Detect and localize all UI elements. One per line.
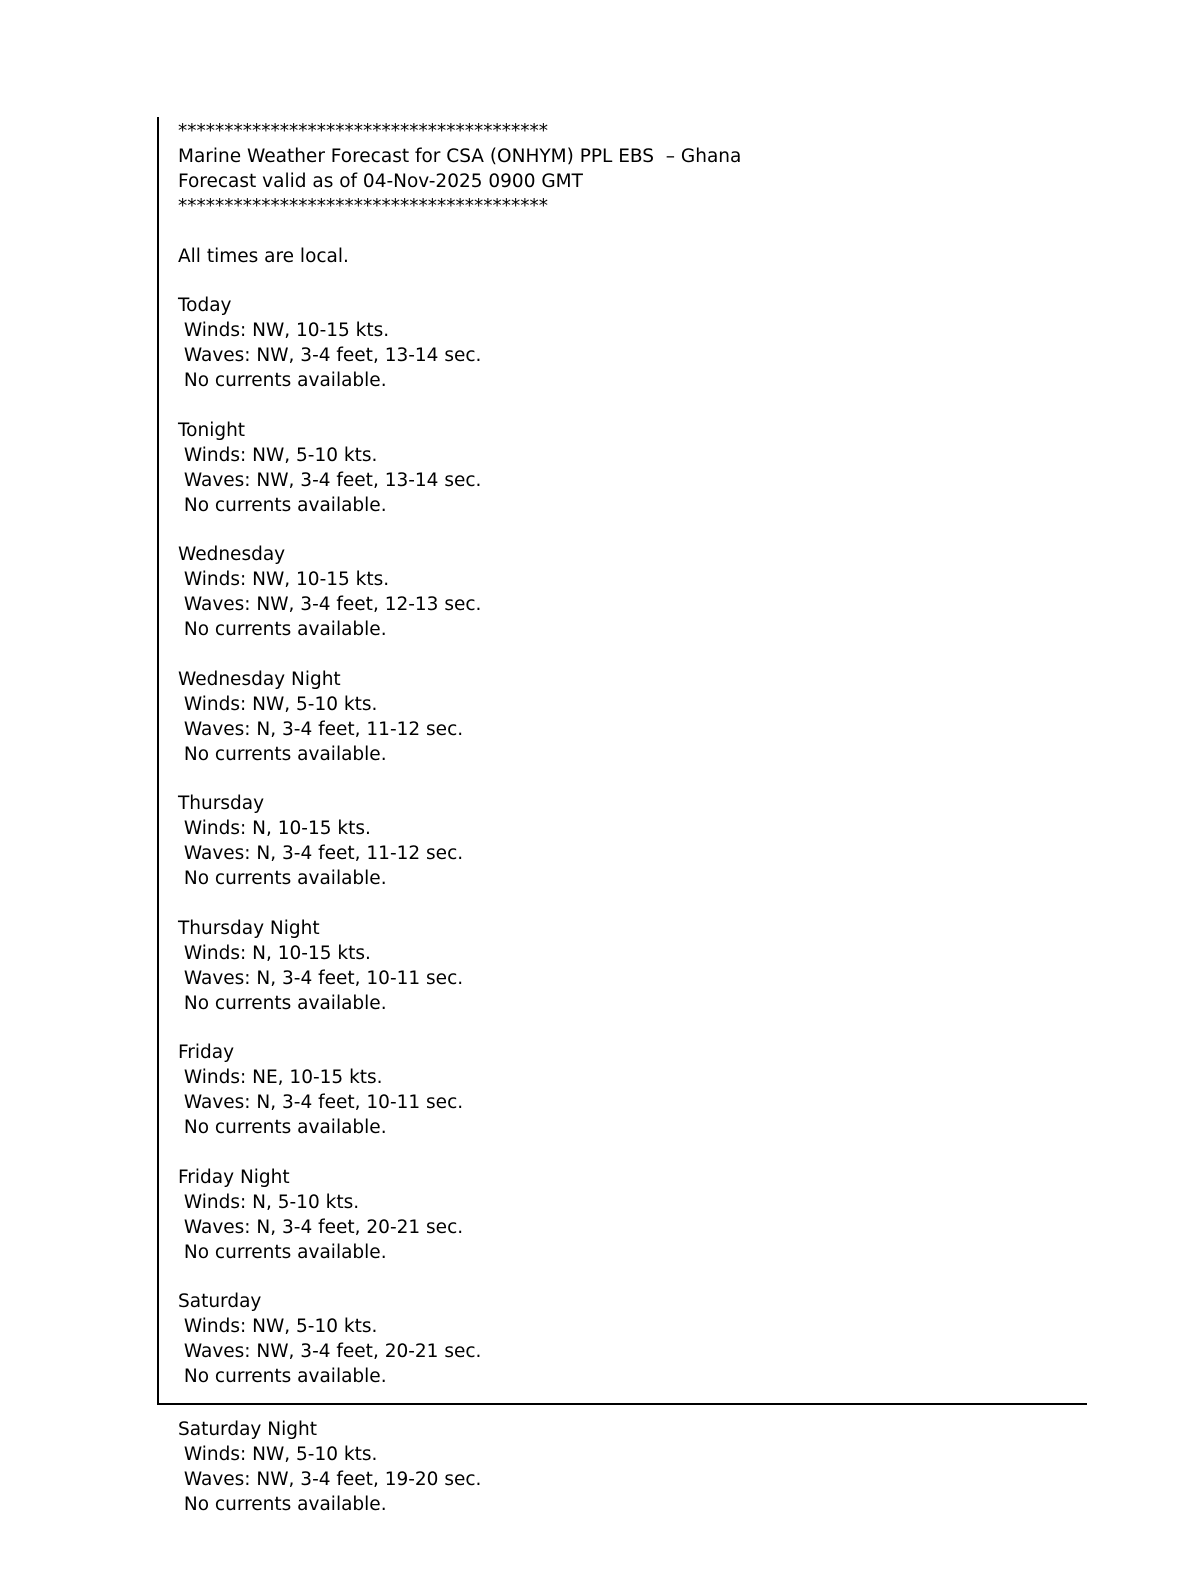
forecast-section-saturday	[178, 1290, 1077, 1390]
period-heading: Saturday	[178, 1291, 262, 1313]
winds-line: Winds: N, 10-15 kts.	[178, 942, 371, 964]
winds-line: Winds: NW, 10-15 kts.	[178, 320, 390, 342]
winds-line: Winds: NW, 5-10 kts.	[178, 693, 378, 715]
winds-line: Winds: NE, 10-15 kts.	[178, 1067, 383, 1089]
blank-line	[178, 1266, 1077, 1291]
currents-line: No currents available.	[178, 868, 387, 890]
period-heading: Thursday	[178, 793, 265, 815]
currents-line: No currents available.	[178, 1241, 387, 1263]
blank-line	[178, 1017, 1077, 1042]
forecast-section-friday	[178, 1041, 1077, 1141]
waves-line: Waves: N, 3-4 feet, 10-11 sec.	[178, 1092, 464, 1114]
period-heading: Saturday Night	[178, 1419, 317, 1440]
separator-line-bottom: ****************************************	[178, 195, 548, 217]
waves-line: Waves: NW, 3-4 feet, 19-20 sec.	[178, 1468, 482, 1490]
period-heading: Thursday Night	[178, 917, 320, 939]
currents-line: No currents available.	[178, 1366, 387, 1388]
currents-line: No currents available.	[178, 370, 387, 392]
period-heading: Friday	[178, 1042, 235, 1064]
note-line: All times are local.	[178, 245, 349, 267]
period-heading: Today	[178, 295, 232, 317]
blank-line	[178, 643, 1077, 668]
currents-line: No currents available.	[178, 743, 387, 765]
forecast-section-thursday-night	[178, 917, 1077, 1017]
period-heading: Wednesday Night	[178, 668, 341, 690]
blank-line	[178, 518, 1077, 543]
forecast-section-tonight	[178, 419, 1077, 519]
forecast-section-wednesday-night	[178, 668, 1077, 768]
currents-line: No currents available.	[178, 1493, 387, 1515]
waves-line: Waves: NW, 3-4 feet, 13-14 sec.	[178, 469, 482, 491]
winds-line: Winds: NW, 5-10 kts.	[178, 444, 378, 466]
winds-line: Winds: N, 10-15 kts.	[178, 818, 371, 840]
blank-line	[178, 767, 1077, 792]
blank-line	[178, 892, 1077, 917]
currents-line: No currents available.	[178, 1117, 387, 1139]
forecast-section-today	[178, 294, 1077, 394]
forecast-valid-line: Forecast valid as of 04-Nov-2025 0900 GMT	[178, 170, 583, 192]
blank-line	[178, 1141, 1077, 1166]
forecast-section-wednesday	[178, 543, 1077, 643]
period-heading: Tonight	[178, 419, 246, 441]
blank-line	[178, 220, 1077, 245]
blank-line	[178, 394, 1077, 419]
forecast-section-friday-night	[178, 1166, 1077, 1266]
separator-line-top: ****************************************	[178, 121, 548, 142]
winds-line: Winds: NW, 10-15 kts.	[178, 569, 390, 591]
currents-line: No currents available.	[178, 992, 387, 1014]
waves-line: Waves: N, 3-4 feet, 20-21 sec.	[178, 1216, 464, 1238]
period-heading: Wednesday	[178, 544, 286, 566]
blank-line	[178, 269, 1077, 294]
winds-line: Winds: N, 5-10 kts.	[178, 1191, 360, 1213]
currents-line: No currents available.	[178, 494, 387, 516]
forecast-box	[157, 117, 1087, 1405]
waves-line: Waves: NW, 3-4 feet, 12-13 sec.	[178, 594, 482, 616]
currents-line: No currents available.	[178, 619, 387, 641]
forecast-section-thursday	[178, 792, 1077, 892]
winds-line: Winds: NW, 5-10 kts.	[178, 1316, 378, 1338]
waves-line: Waves: N, 3-4 feet, 11-12 sec.	[178, 718, 464, 740]
waves-line: Waves: NW, 3-4 feet, 20-21 sec.	[178, 1341, 482, 1363]
winds-line: Winds: NW, 5-10 kts.	[178, 1443, 378, 1465]
waves-line: Waves: NW, 3-4 feet, 13-14 sec.	[178, 345, 482, 367]
waves-line: Waves: N, 3-4 feet, 10-11 sec.	[178, 967, 464, 989]
period-heading: Friday Night	[178, 1166, 290, 1188]
below-box-content	[178, 1418, 481, 1518]
forecast-section-saturday-night	[178, 1418, 481, 1518]
document-title: Marine Weather Forecast for CSA (ONHYM) PPL EBS – Ghana	[178, 145, 742, 167]
waves-line: Waves: N, 3-4 feet, 11-12 sec.	[178, 843, 464, 865]
